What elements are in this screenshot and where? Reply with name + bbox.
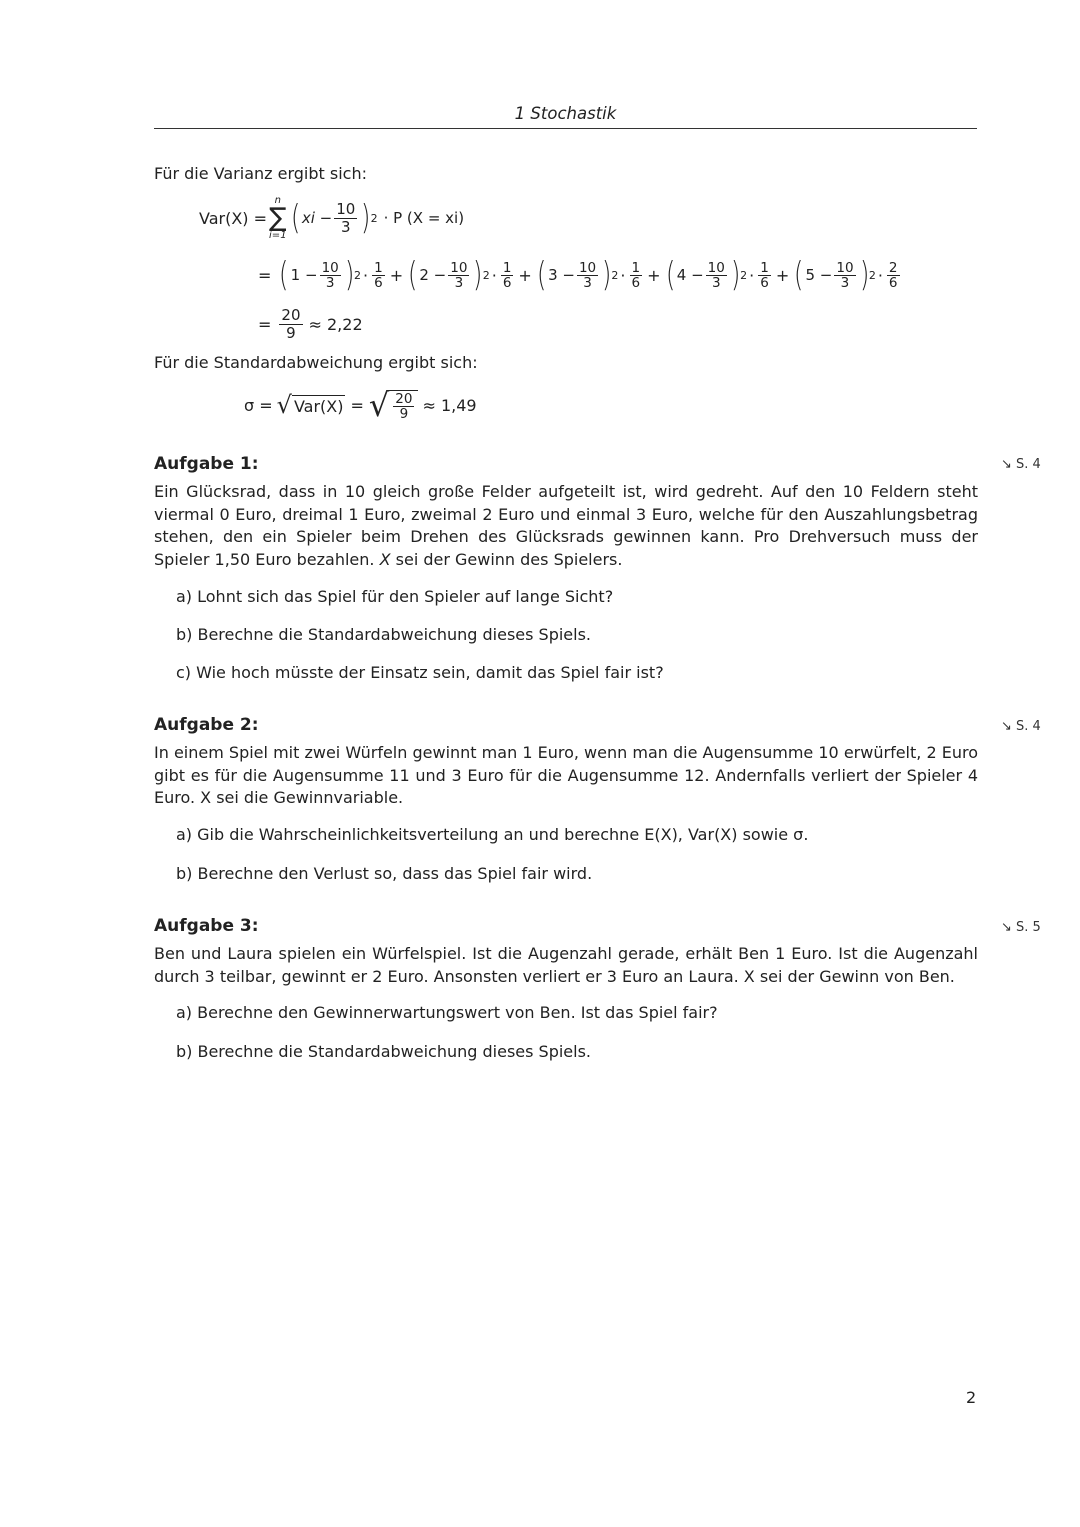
sqrt-frac: √ $\frac{20}{9}$ — [369, 389, 419, 421]
sigma-eq: = — [350, 395, 364, 415]
term-2: ( 2 − $\frac{10}{3}$ ) 2 · $\frac{1}{6}$ + — [408, 255, 532, 295]
task-2-title: Aufgabe 2: — [154, 715, 259, 735]
frac-result: $\frac{20}{9}$ — [281, 305, 301, 342]
sum-symbol — [269, 195, 287, 241]
page-number: 2 — [966, 1388, 977, 1407]
task-3-ref: ↘ S. 5 — [1001, 920, 1041, 935]
paren-open: ( — [290, 198, 300, 238]
task-1-item-c: c) Wie hoch müsste der Einsatz sein, damit das Spiel fair ist? — [176, 663, 664, 682]
frac-ten-thirds: $\frac{10}{3}$ — [336, 199, 356, 236]
task-2-item-b: b) Berechne den Verlust so, dass das Spiel fair wird. — [176, 864, 593, 883]
xi-term: xi − — [301, 209, 333, 227]
term-5: ( 5 − $\frac{10}{3}$ ) 2 · $\frac{2}{6}$ — [794, 255, 898, 295]
task-1-ref: ↘ S. 4 — [1001, 457, 1041, 472]
header-title: 1 Stochastik — [514, 104, 617, 123]
prob-term: · P (X = xi) — [383, 209, 465, 227]
sigma-glyph: ∑ — [269, 203, 287, 233]
task-1-body: Ein Glücksrad, dass in 10 gleich große Felder aufgeteilt ist, wird gedreht. Auf den 10 Feldern steht viermal 0 Euro, dreimal 1 Euro, zweimal 2 Euro und einmal 3 Euro, welche für den Auszahlungsbetrag stehen, den ein Spieler beim Drehen des Glücksrads gewinnen kann. Pro Drehversuch muss der Spieler 1,50 Euro bezahlen. X sei der Gewinn des Spielers. — [154, 482, 978, 570]
sqrt-var: √ Var(X) — [276, 391, 344, 419]
task-1-item-b: b) Berechne die Standardabweichung dieses Spiels. — [176, 625, 592, 644]
page-header — [154, 104, 977, 129]
var-lhs: Var(X) = — [199, 208, 268, 228]
exponent: 2 — [370, 211, 378, 225]
sigma-approx: ≈ 1,49 — [422, 395, 477, 415]
sum-upper: n — [274, 195, 281, 206]
task-2-item-a: a) Gib die Wahrscheinlichkeitsverteilung an und berechne E(X), Var(X) sowie σ. — [176, 825, 809, 844]
task-1-item-a: a) Lohnt sich das Spiel für den Spieler auf lange Sicht? — [176, 587, 614, 606]
variance-intro: Für die Varianz ergibt sich: — [154, 164, 367, 183]
task-3-title: Aufgabe 3: — [154, 916, 259, 936]
task-3-body: Ben und Laura spielen ein Würfelspiel. Ist die Augenzahl gerade, erhält Ben 1 Euro. Ist die Augenzahl durch 3 teilbar, gewinnt er 2 Euro. Ansonsten verliert er 3 Euro an Laura. X sei der Gewinn von Ben. — [154, 944, 978, 986]
variance-formula-definition — [199, 190, 464, 246]
term-3: ( 3 − $\frac{10}{3}$ ) 2 · $\frac{1}{6}$ + — [536, 255, 661, 295]
task-1-title: Aufgabe 1: — [154, 454, 259, 474]
term-1: ( 1 − $\frac{10}{3}$ ) 2 · $\frac{1}{6}$ + — [279, 255, 404, 295]
term-4: ( 4 − $\frac{10}{3}$ ) 2 · $\frac{1}{6}$ + — [665, 255, 790, 295]
eq-sign-result: = — [258, 314, 272, 334]
sum-lower: i=1 — [269, 230, 287, 241]
paren-close: ) — [361, 198, 371, 238]
task-3-item-b: b) Berechne die Standardabweichung dieses Spiels. — [176, 1042, 592, 1061]
task-2-ref: ↘ S. 4 — [1001, 719, 1041, 734]
sigma-lhs: σ = — [244, 395, 273, 415]
variance-formula-expansion — [258, 250, 902, 300]
task-3-item-a: a) Berechne den Gewinnerwartungswert von Ben. Ist das Spiel fair? — [176, 1003, 718, 1022]
eq-sign: = — [258, 265, 272, 285]
task-2-body: In einem Spiel mit zwei Würfeln gewinnt man 1 Euro, wenn man die Augensumme 10 erwürfelt, 2 Euro gibt es für die Augensumme 11 und 3 Euro für die Augensumme 12. Andernfalls verliert der Spieler 4 Euro. X sei die Gewinnvariable. — [154, 743, 978, 808]
variance-formula-result — [258, 304, 363, 344]
std-formula — [244, 382, 477, 428]
result-approx: ≈ 2,22 — [308, 314, 363, 334]
std-intro: Für die Standardabweichung ergibt sich: — [154, 353, 478, 372]
